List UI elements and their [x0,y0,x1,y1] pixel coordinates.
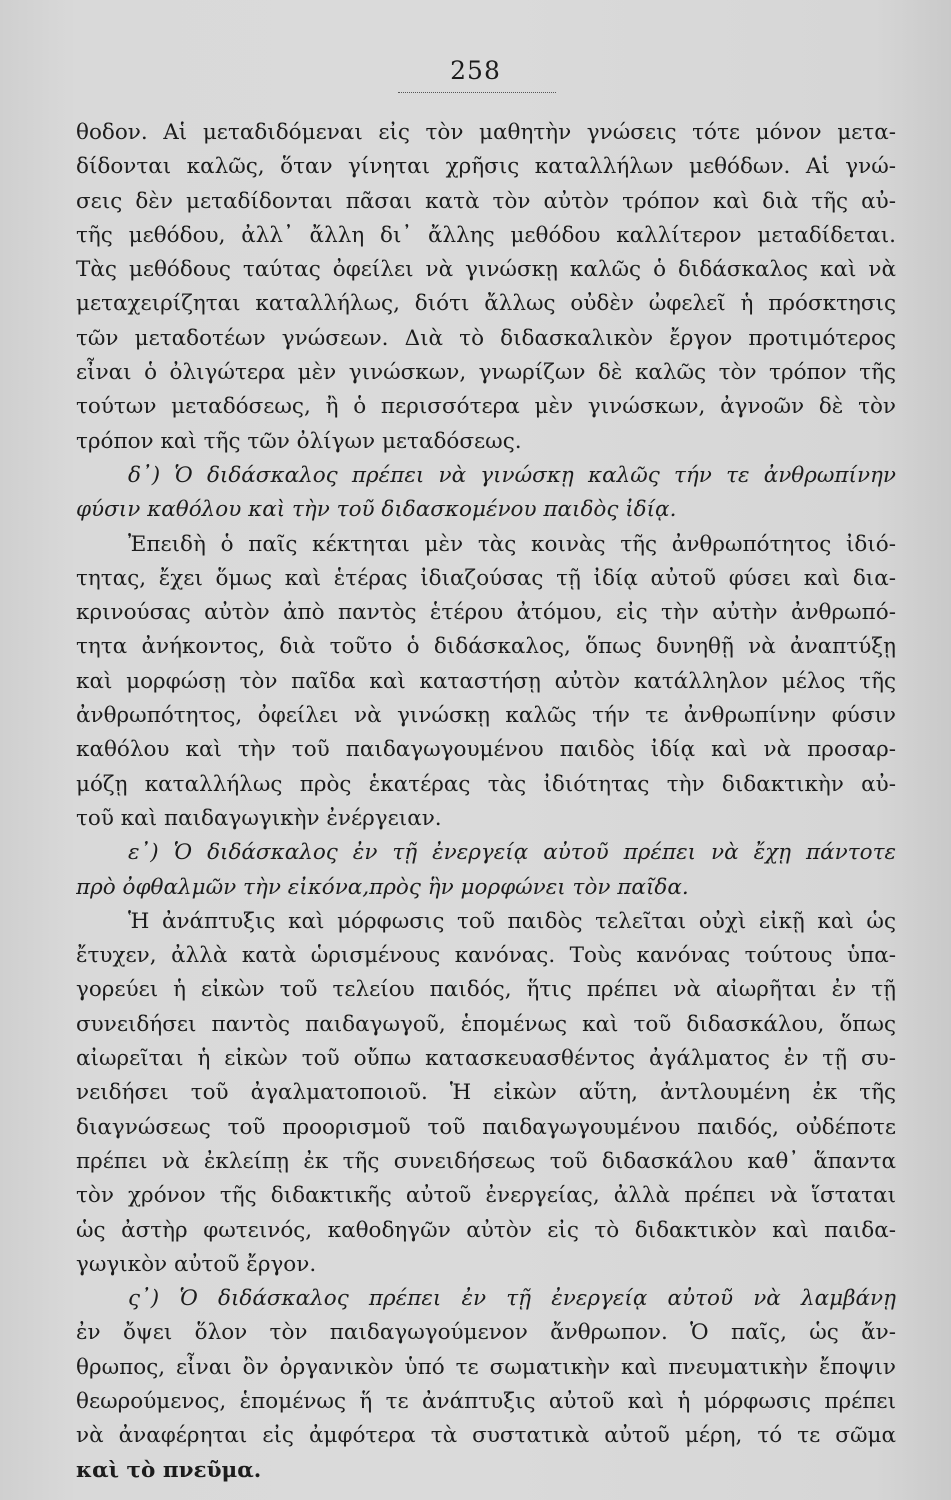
text-line: τούτων μεταδόσεως, ἢ ὁ περισσότερα μὲν γινώσκων, ἀγνοῶν δὲ τὸν [76,394,896,420]
text-line: φύσιν καθόλου καὶ τὴν τοῦ διδασκομένου παιδὸς ἰδίᾳ. [76,497,677,523]
text-line: γορεύει ἡ εἰκὼν τοῦ τελείου παιδός, ἥτις πρέπει νὰ αἰωρῆται ἐν τῇ [76,977,896,1003]
body-text [76,116,896,1488]
text-line: νειδήσει τοῦ ἀγαλματοποιοῦ. Ἡ εἰκὼν αὕτη, ἀντλουμένη ἐκ τῆς [76,1080,896,1106]
text-line: καὶ τὸ πνεῦμα. [76,1457,262,1483]
text-line: τητας, ἔχει ὅμως καὶ ἑτέρας ἰδιαζούσας τῇ ἰδίᾳ αὐτοῦ φύσει καὶ δια- [76,565,896,591]
text-line: ἔτυχεν, ἀλλὰ κατὰ ὡρισμένους κανόνας. Τοὺς κανόνας τούτους ὑπα- [76,943,896,969]
text-line: θεωρούμενος, ἑπομένως ἥ τε ἀνάπτυξις αὐτοῦ καὶ ἡ μόρφωσις πρέπει [76,1388,896,1414]
text-line: θοδον. Αἱ μεταδιδόμεναι εἰς τὸν μαθητὴν γνώσεις τότε μόνον μετα- [76,120,896,145]
text-line: τῆς μεθόδου, ἀλλ᾽ ἄλλη δι᾽ ἄλλης μεθόδου καλλίτερον μεταδίδεται. [76,222,896,248]
text-line: ε᾽) Ὁ διδάσκαλος ἐν τῇ ἐνεργείᾳ αὐτοῦ πρέπει νὰ ἔχῃ πάντοτε [128,840,896,866]
text-line: πρέπει νὰ ἐκλείπῃ ἐκ τῆς συνειδήσεως τοῦ διδασκάλου καθ᾽ ἅπαντα [76,1148,896,1174]
text-line: ὡς ἀστὴρ φωτεινός, καθοδηγῶν αὐτὸν εἰς τὸ διδακτικὸν καὶ παιδα- [76,1217,896,1243]
text-line: καὶ μορφώσῃ τὸν παῖδα καὶ καταστήσῃ αὐτὸν κατάλληλον μέλος τῆς [76,668,896,694]
text-line: πρὸ ὀφθαλμῶν τὴν εἰκόνα,πρὸς ἣν μορφώνει τὸν παῖδα. [76,874,689,900]
text-line: ἐν ὄψει ὅλον τὸν παιδαγωγούμενον ἄνθρωπον. Ὁ παῖς, ὡς ἄν- [76,1320,896,1346]
text-line: Ἐπειδὴ ὁ παῖς κέκτηται μὲν τὰς κοινὰς τῆς ἀνθρωπότητος ἰδιό- [128,531,896,557]
text-line: τοῦ καὶ παιδαγωγικὴν ἐνέργειαν. [76,805,442,831]
text-line: τὸν χρόνον τῆς διδακτικῆς αὐτοῦ ἐνεργείας, ἀλλὰ πρέπει νὰ ἵσταται [76,1183,896,1209]
text-line: δίδονται καλῶς, ὅταν γίνηται χρῆσις καταλλήλων μεθόδων. Αἱ γνώ- [76,154,896,180]
text-line: κρινούσας αὐτὸν ἀπὸ παντὸς ἑτέρου ἀτόμου, εἰς τὴν αὐτὴν ἀνθρωπό- [76,600,896,626]
text-line: καθόλου καὶ τὴν τοῦ παιδαγωγουμένου παιδὸς ἰδίᾳ καὶ νὰ προσαρ- [76,737,896,763]
text-line: τῶν μεταδοτέων γνώσεων. Διὰ τὸ διδασκαλικὸν ἔργον προτιμότερος [76,325,896,351]
text-line: τρόπον καὶ τῆς τῶν ὀλίγων μεταδόσεως. [76,428,522,454]
text-line: αἰωρεῖται ἡ εἰκὼν τοῦ οὔπω κατασκευασθέντος ἀγάλματος ἐν τῇ συ- [76,1046,896,1072]
text-line: μεταχειρίζηται καταλλήλως, διότι ἄλλως οὐδὲν ὠφελεῖ ἡ πρόσκτησις [76,291,896,317]
text-line: δ᾽) Ὁ διδάσκαλος πρέπει νὰ γινώσκῃ καλῶς τήν τε ἀνθρωπίνην [128,462,896,488]
text-line: γωγικὸν αὐτοῦ ἔργον. [76,1251,317,1277]
text-line: θρωπος, εἶναι ὂν ὀργανικὸν ὑπό τε σωματικὴν καὶ πνευματικὴν ἔποψιν [76,1354,896,1380]
text-line: τητα ἀνήκοντος, διὰ τοῦτο ὁ διδάσκαλος, ὅπως δυνηθῇ νὰ ἀναπτύξῃ [76,634,896,660]
text-line: ἀνθρωπότητος, ὀφείλει νὰ γινώσκῃ καλῶς τήν τε ἀνθρωπίνην φύσιν [76,703,896,729]
text-line: Τὰς μεθόδους ταύτας ὀφείλει νὰ γινώσκῃ καλῶς ὁ διδάσκαλος καὶ νὰ [76,257,896,283]
page-number: 258 [450,56,501,85]
text-line: ς᾽) Ὁ διδάσκαλος πρέπει ἐν τῇ ἐνεργείᾳ αὐτοῦ νὰ λαμβάνῃ [128,1286,896,1312]
text-line: Ἡ ἀνάπτυξις καὶ μόρφωσις τοῦ παιδὸς τελεῖται οὐχὶ εἰκῇ καὶ ὡς [128,908,896,934]
text-line: σεις δὲν μεταδίδονται πᾶσαι κατὰ τὸν αὐτὸν τρόπον καὶ διὰ τῆς αὐ- [76,188,896,214]
text-line: μόζῃ καταλλήλως πρὸς ἑκατέρας τὰς ἰδιότητας τὴν διδακτικὴν αὐ- [76,771,896,797]
text-line: νὰ ἀναφέρηται εἰς ἀμφότερα τὰ συστατικὰ αὐτοῦ μέρη, τό τε σῶμα [76,1423,896,1449]
header-rule [398,92,556,93]
text-line: εἶναι ὁ ὀλιγώτερα μὲν γινώσκων, γνωρίζων δὲ καλῶς τὸν τρόπον τῆς [76,360,896,386]
text-line: συνειδήσει παντὸς παιδαγωγοῦ, ἑπομένως καὶ τοῦ διδασκάλου, ὅπως [76,1011,896,1037]
text-line: διαγνώσεως τοῦ προορισμοῦ τοῦ παιδαγωγουμένου παιδός, οὐδέποτε [76,1114,896,1140]
